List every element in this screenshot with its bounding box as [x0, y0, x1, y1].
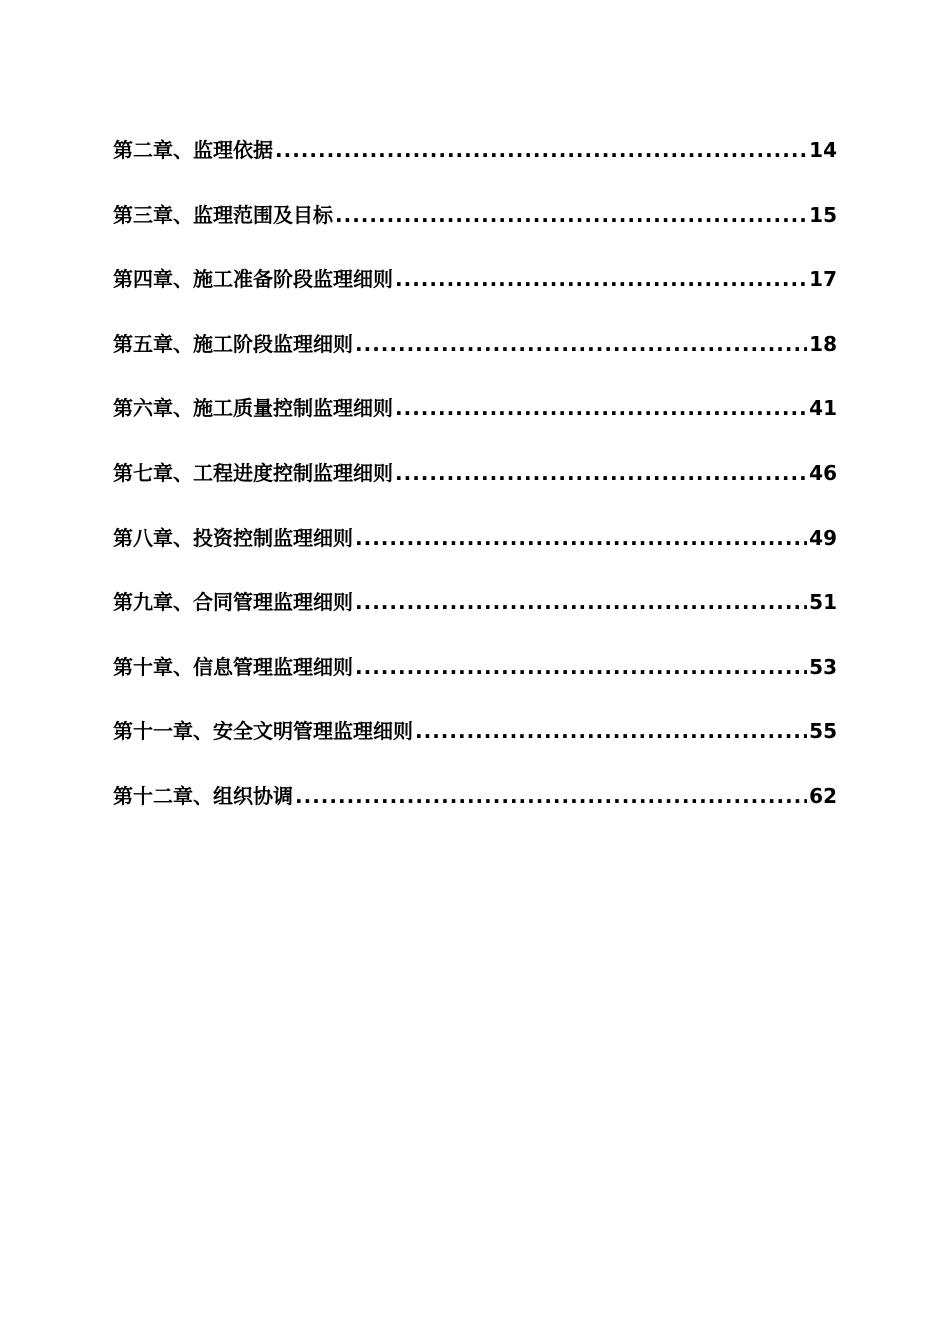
toc-entry[interactable] — [113, 133, 837, 167]
toc-entry[interactable] — [113, 262, 837, 296]
toc-entry[interactable] — [113, 456, 837, 490]
toc-dot-leader — [335, 198, 807, 232]
toc-entry-title: 第十章、信息管理监理细则 — [113, 654, 353, 679]
toc-dot-leader — [355, 585, 807, 619]
toc-dot-leader — [355, 327, 807, 361]
toc-entry-page-number: 55 — [809, 719, 837, 744]
toc-entry-title: 第四章、施工准备阶段监理细则 — [113, 267, 393, 292]
toc-entry-title: 第三章、监理范围及目标 — [113, 202, 333, 227]
toc-entry-title: 第十二章、组织协调 — [113, 783, 293, 808]
toc-entry-page-number: 15 — [809, 202, 837, 227]
toc-entry[interactable] — [113, 327, 837, 361]
toc-dot-leader — [355, 650, 807, 684]
toc-entry-title: 第十一章、安全文明管理监理细则 — [113, 719, 413, 744]
toc-entry[interactable] — [113, 714, 837, 748]
toc-entry-page-number: 46 — [809, 460, 837, 485]
toc-entry[interactable] — [113, 198, 837, 232]
toc-entry-page-number: 49 — [809, 525, 837, 550]
table-of-contents — [113, 133, 837, 844]
toc-entry-title: 第九章、合同管理监理细则 — [113, 590, 353, 615]
toc-entry-title: 第五章、施工阶段监理细则 — [113, 331, 353, 356]
toc-entry-page-number: 53 — [809, 654, 837, 679]
toc-entry-title: 第七章、工程进度控制监理细则 — [113, 460, 393, 485]
toc-entry-page-number: 17 — [809, 267, 837, 292]
toc-entry[interactable] — [113, 585, 837, 619]
toc-entry[interactable] — [113, 650, 837, 684]
toc-entry-page-number: 51 — [809, 590, 837, 615]
toc-entry-page-number: 41 — [809, 396, 837, 421]
toc-entry[interactable] — [113, 521, 837, 555]
toc-dot-leader — [395, 391, 807, 425]
toc-entry[interactable] — [113, 779, 837, 813]
toc-entry-page-number: 14 — [809, 138, 837, 162]
toc-dot-leader — [355, 521, 807, 555]
toc-entry-title: 第二章、监理依据 — [113, 138, 273, 162]
toc-entry-title: 第八章、投资控制监理细则 — [113, 525, 353, 550]
toc-dot-leader — [295, 779, 807, 813]
toc-entry-page-number: 18 — [809, 331, 837, 356]
toc-entry[interactable] — [113, 391, 837, 425]
toc-dot-leader — [395, 262, 807, 296]
toc-entry-title: 第六章、施工质量控制监理细则 — [113, 396, 393, 421]
toc-dot-leader — [415, 714, 807, 748]
toc-entry-page-number: 62 — [809, 783, 837, 808]
toc-dot-leader — [395, 456, 807, 490]
toc-dot-leader — [275, 133, 807, 167]
